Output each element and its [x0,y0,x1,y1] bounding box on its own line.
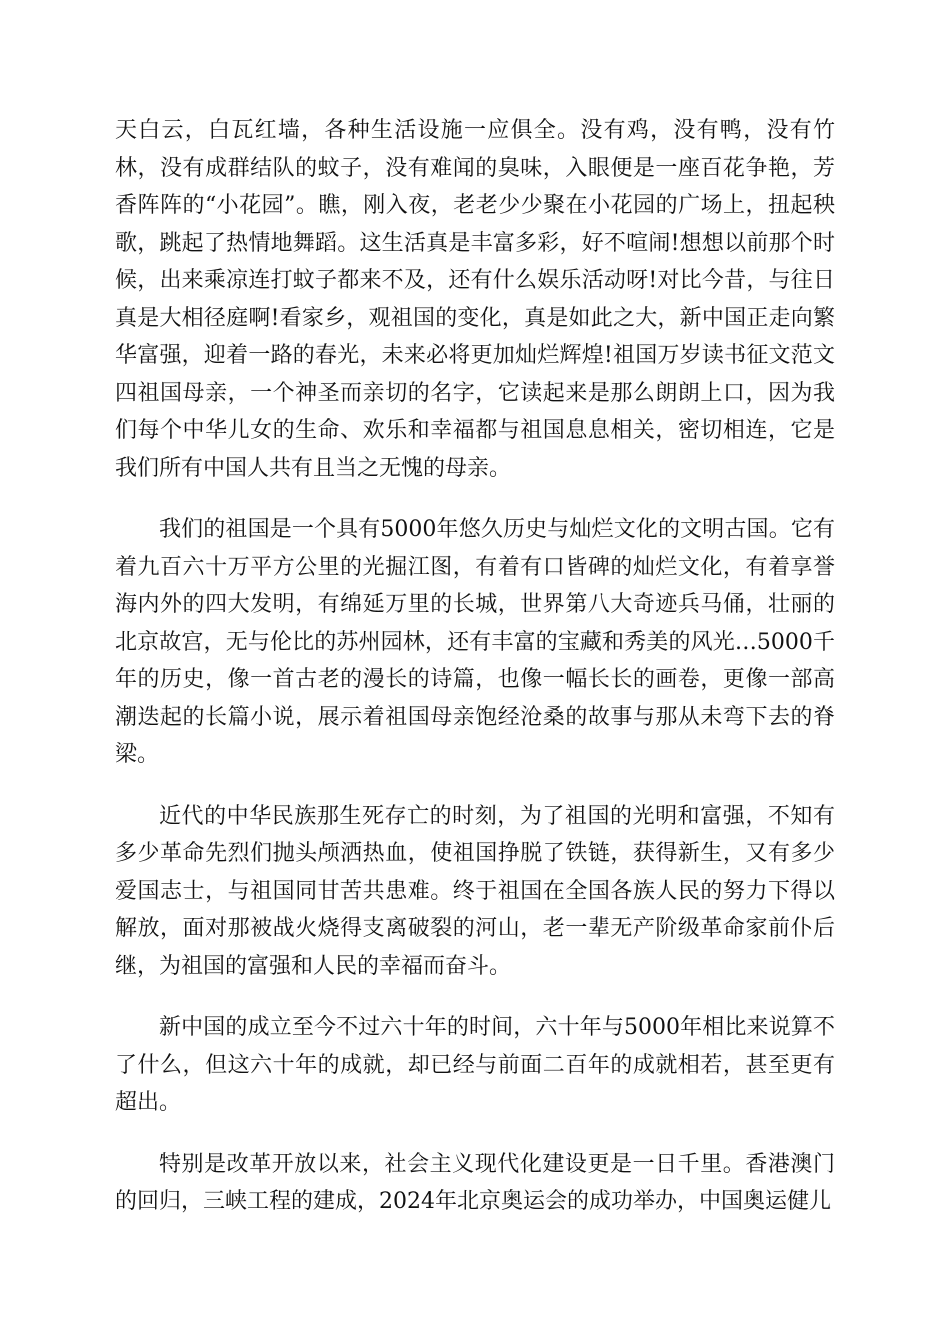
paragraph-1: 天白云，白瓦红墙，各种生活设施一应俱全。没有鸡，没有鸭，没有竹林，没有成群结队的蚊子，没有难闻的臭味，入眼便是一座百花争艳，芳香阵阵的“小花园”。瞧，刚入夜，老老少少聚在小花园的广场上，扭起秧歌，跳起了热情地舞蹈。这生活真是丰富多彩，好不喧闹!想想以前那个时候，出来乘凉连打蚊子都来不及，还有什么娱乐活动呀!对比今昔，与往日真是大相径庭啊!看家乡，观祖国的变化，真是如此之大，新中国正走向繁华富强，迎着一路的春光，未来必将更加灿烂辉煌!祖国万岁读书征文范文四祖国母亲，一个神圣而亲切的名字，它读起来是那么朗朗上口，因为我们每个中华儿女的生命、欢乐和幸福都与祖国息息相关，密切相连，它是我们所有中国人共有且当之无愧的母亲。 [115,118,835,481]
paragraph-4: 新中国的成立至今不过六十年的时间，六十年与5000年相比来说算不了什么，但这六十年的成就，却已经与前面二百年的成就相若，甚至更有超出。 [115,1015,835,1115]
document-body [115,112,835,1245]
paragraph-5: 特别是改革开放以来，社会主义现代化建设更是一日千里。香港澳门的回归，三峡工程的建成，2024年北京奥运会的成功举办，中国奥运健儿 [115,1151,835,1214]
paragraph-3: 近代的中华民族那生死存亡的时刻，为了祖国的光明和富强，不知有多少革命先烈们抛头颅洒热血，使祖国挣脱了铁链，获得新生，又有多少爱国志士，与祖国同甘苦共患难。终于祖国在全国各族人民的努力下得以解放，面对那被战火烧得支离破裂的河山，老一辈无产阶级革命家前仆后继，为祖国的富强和人民的幸福而奋斗。 [115,803,835,979]
paragraph-2: 我们的祖国是一个具有5000年悠久历史与灿烂文化的文明古国。它有着九百六十万平方公里的光掘江图，有着有口皆碑的灿烂文化，有着享誉海内外的四大发明，有绵延万里的长城，世界第八大奇迹兵马俑，壮丽的北京故宫，无与伦比的苏州园林，还有丰富的宝藏和秀美的风光…5000千年的历史，像一首古老的漫长的诗篇，也像一幅长长的画卷，更像一部高潮迭起的长篇小说，展示着祖国母亲饱经沧桑的故事与那从未弯下去的脊梁。 [115,517,835,767]
